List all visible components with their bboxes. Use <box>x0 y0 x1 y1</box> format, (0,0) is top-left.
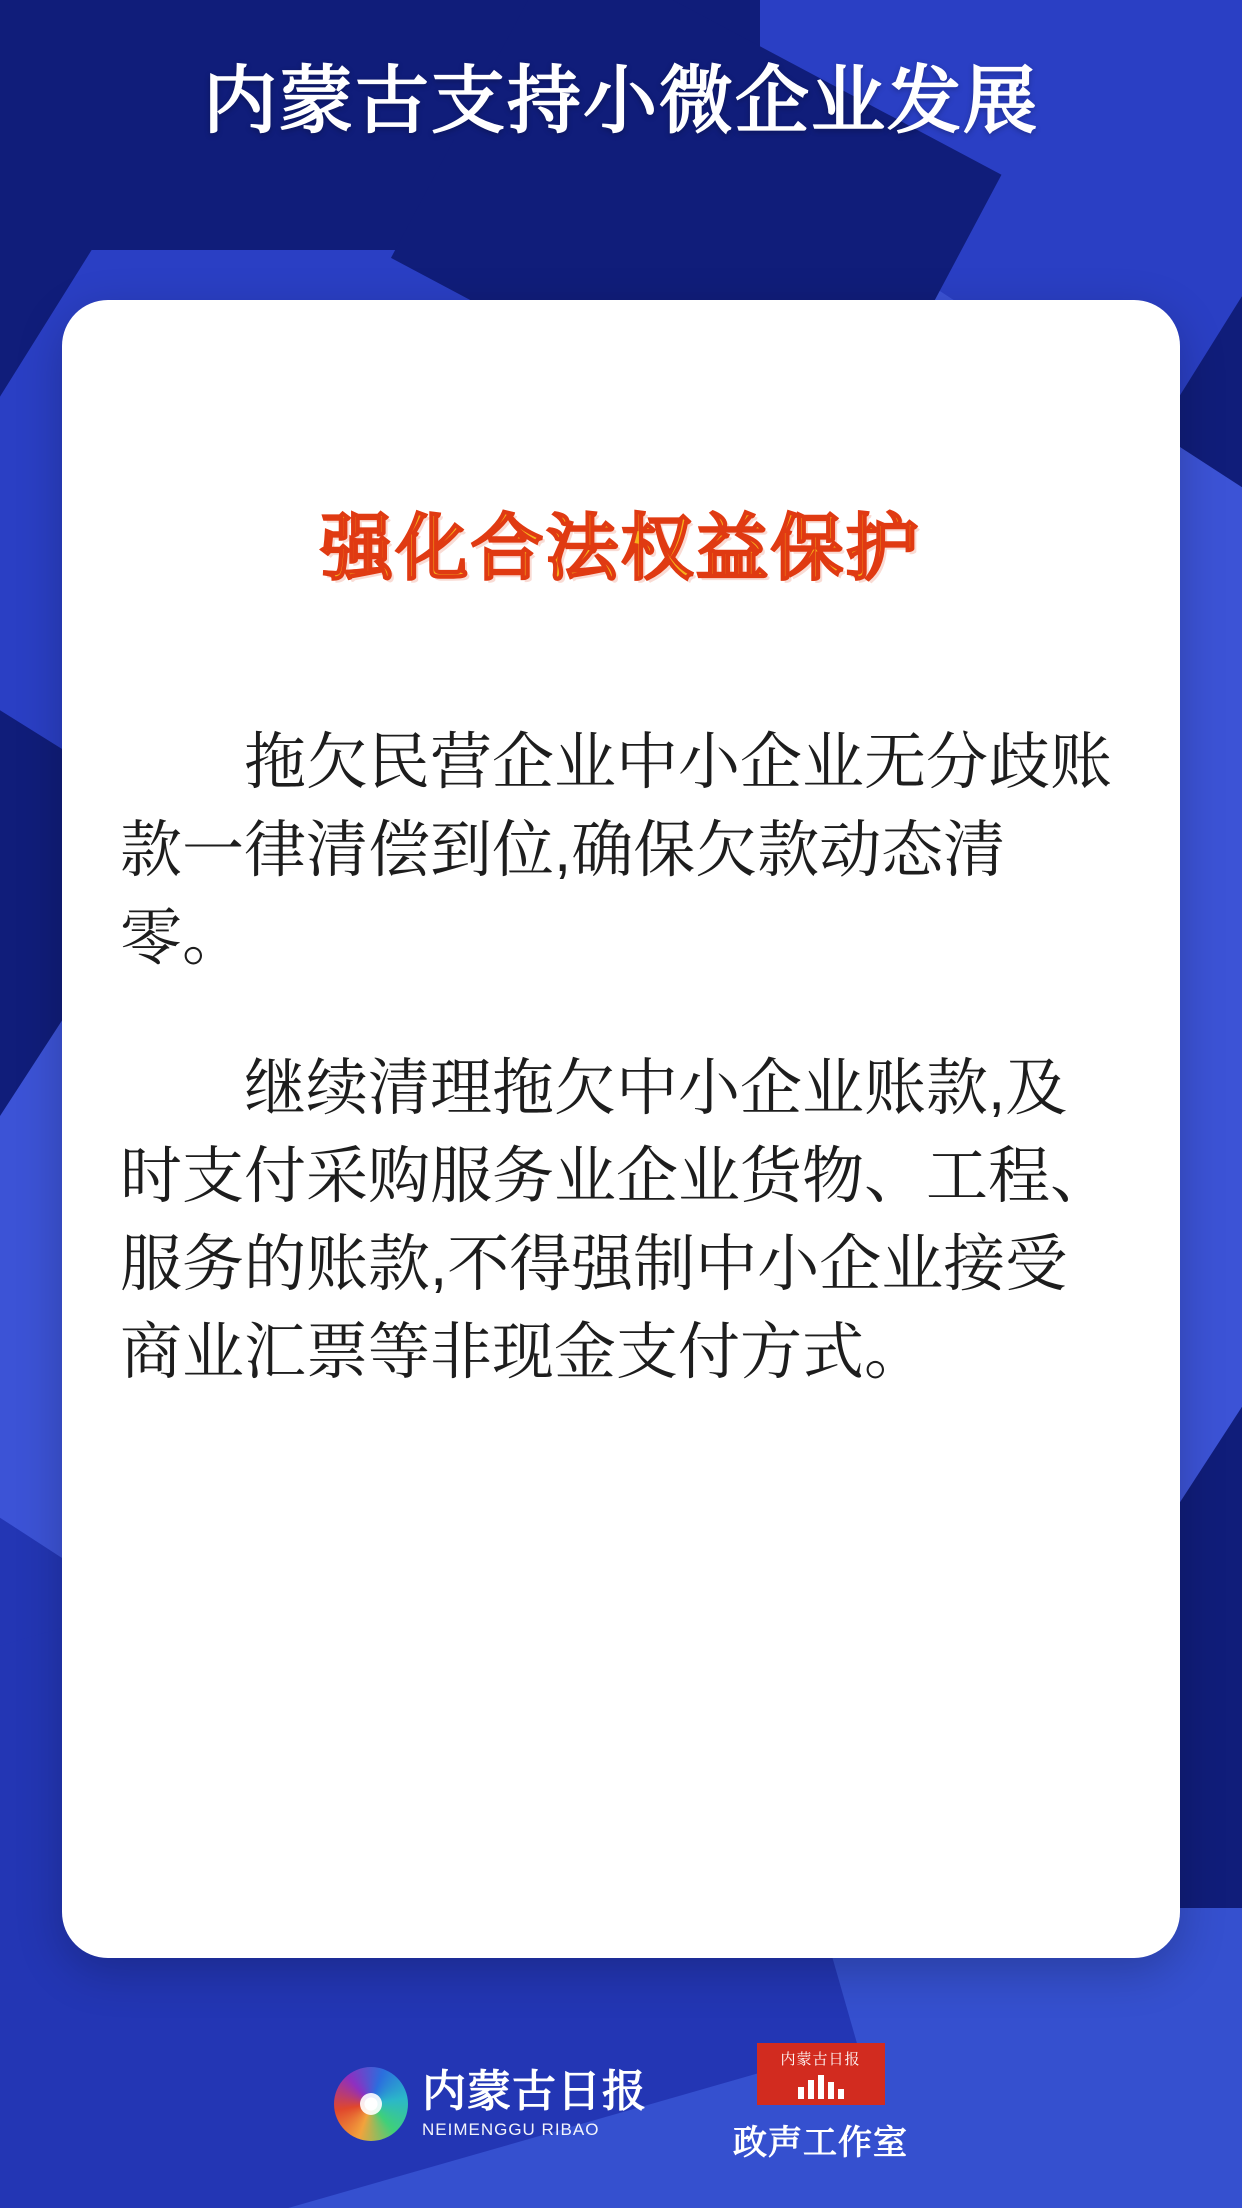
paragraph-1: 拖欠民营企业中小企业无分歧账款一律清偿到位,确保欠款动态清零。 <box>120 728 1113 974</box>
paragraph-2: 继续清理拖欠中小企业账款,及时支付采购服务业企业货物、工程、服务的账款,不得强制中小企业接受商业汇票等非现金支付方式。 <box>120 1054 1113 1388</box>
publisher-name: 内蒙古日报 <box>422 2066 647 2116</box>
swirl-icon <box>334 2067 408 2141</box>
publisher-logo <box>334 2067 647 2141</box>
publisher-text-block <box>422 2066 647 2139</box>
sound-bars-icon <box>798 2075 844 2099</box>
studio-badge-label: 内蒙古日报 <box>780 2051 861 2068</box>
body-paragraphs <box>120 719 1122 1397</box>
publisher-subtitle: NEIMENGGU RIBAO <box>422 2119 600 2139</box>
page-title: 内蒙古支持小微企业发展 <box>203 59 1039 142</box>
studio-name: 政声工作室 <box>733 2124 908 2162</box>
poster-header <box>0 0 1242 190</box>
poster-footer <box>0 2043 1242 2164</box>
studio-badge <box>757 2043 885 2105</box>
section-title: 强化合法权益保护 <box>320 509 921 589</box>
studio-logo <box>733 2043 908 2164</box>
content-card <box>62 300 1180 1958</box>
